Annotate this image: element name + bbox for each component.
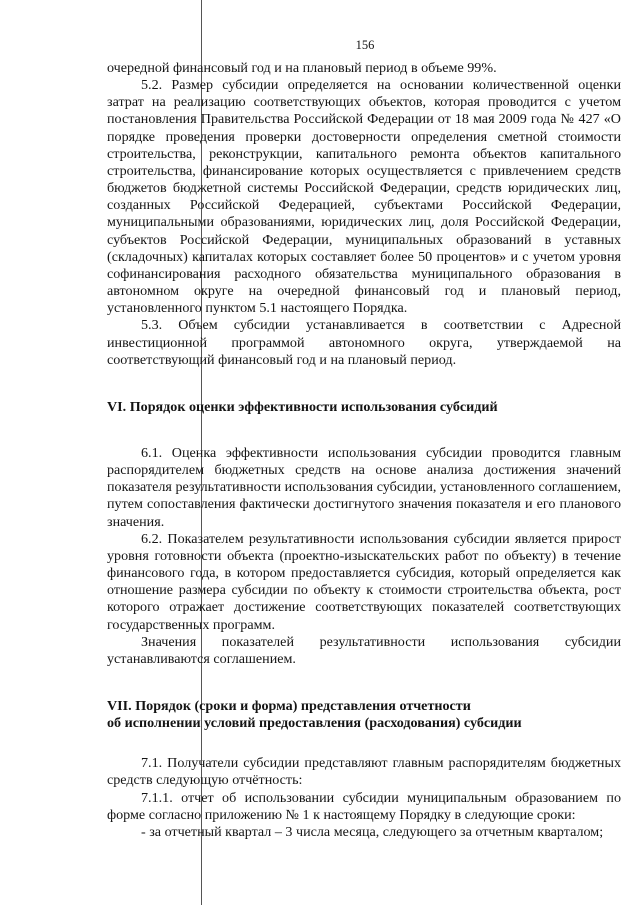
section-7-heading-line-1: VII. Порядок (сроки и форма) представления отчетности	[107, 698, 471, 714]
paragraph-6-1: 6.1. Оценка эффективности использования субсидии проводится главным распорядителем бюджетных средств на основе анализа достижения значений показателя результативности использования субсидии, установленного соглашением, путем сопоставления фактически достигнутого значения показателя и его планового значения.	[107, 444, 621, 530]
section-6-heading: VI. Порядок оценки эффективности использования субсидий	[107, 398, 498, 415]
page-number: 156	[355, 38, 375, 52]
paragraph-quarterly-deadline: - за отчетный квартал – 3 числа месяца, следующего за отчетным кварталом;	[141, 823, 604, 840]
paragraph-7-1: 7.1. Получатели субсидии представляют главным распорядителям бюджетных средств следующую отчётность:	[107, 755, 621, 789]
paragraph-5-2: 5.2. Размер субсидии определяется на основании количественной оценки затрат на реализацию соответствующих объектов, которая проводится с учетом постановления Правительства Российской Федерации от 18 мая 2009 года № 427 «О порядке проведения проверки достоверности определения сметной стоимости строительства, реконструкции, капитального ремонта объектов капитального строительства, финансирование которых осуществляется с привлечением средств бюджетов бюджетной системы Российской Федерации, средств юридических лиц, созданных Российской Федерацией, субъектами Российской Федерации, муниципальными образованиями, юридических лиц, доля Российской Федерации, субъектов Российской Федерации, муниципальных образований в уставных (складочных) капиталах которых составляет более 50 процентов» и с учетом уровня софинансирования расходного обязательства муниципального образования в автономном округе на очередной финансовый год и плановый период, установленного пунктом 5.1 настоящего Порядка.	[107, 77, 621, 317]
paragraph-continuation: очередной финансовый год и на плановый период в объеме 99%.	[107, 60, 497, 76]
paragraph-6-values: Значения показателей результативности использования субсидии устанавливаются соглашением.	[107, 633, 621, 667]
paragraph-5-3: 5.3. Объем субсидии устанавливается в соответствии с Адресной инвестиционной программой автономного округа, утверждаемой на соответствующий финансовый год и на плановый период.	[107, 317, 621, 368]
paragraph-6-2: 6.2. Показателем результативности использования субсидии является прирост уровня готовности объекта (проектно-изыскательских работ по объекту) в течение финансового года, в котором предоставляется субсидия, который определяется как отношение размера субсидии по объекту к стоимости строительства объекта, рост которого отражает достижение соответствующих показателей соответствующих государственных программ.	[107, 530, 621, 633]
paragraph-7-1-1: 7.1.1. отчет об использовании субсидии муниципальным образованием по форме согласно приложению № 1 к настоящему Порядку в следующие сроки:	[107, 789, 621, 823]
document-body	[107, 60, 621, 841]
section-7-heading-line-2: об исполнении условий предоставления (расходования) субсидии	[107, 715, 522, 732]
